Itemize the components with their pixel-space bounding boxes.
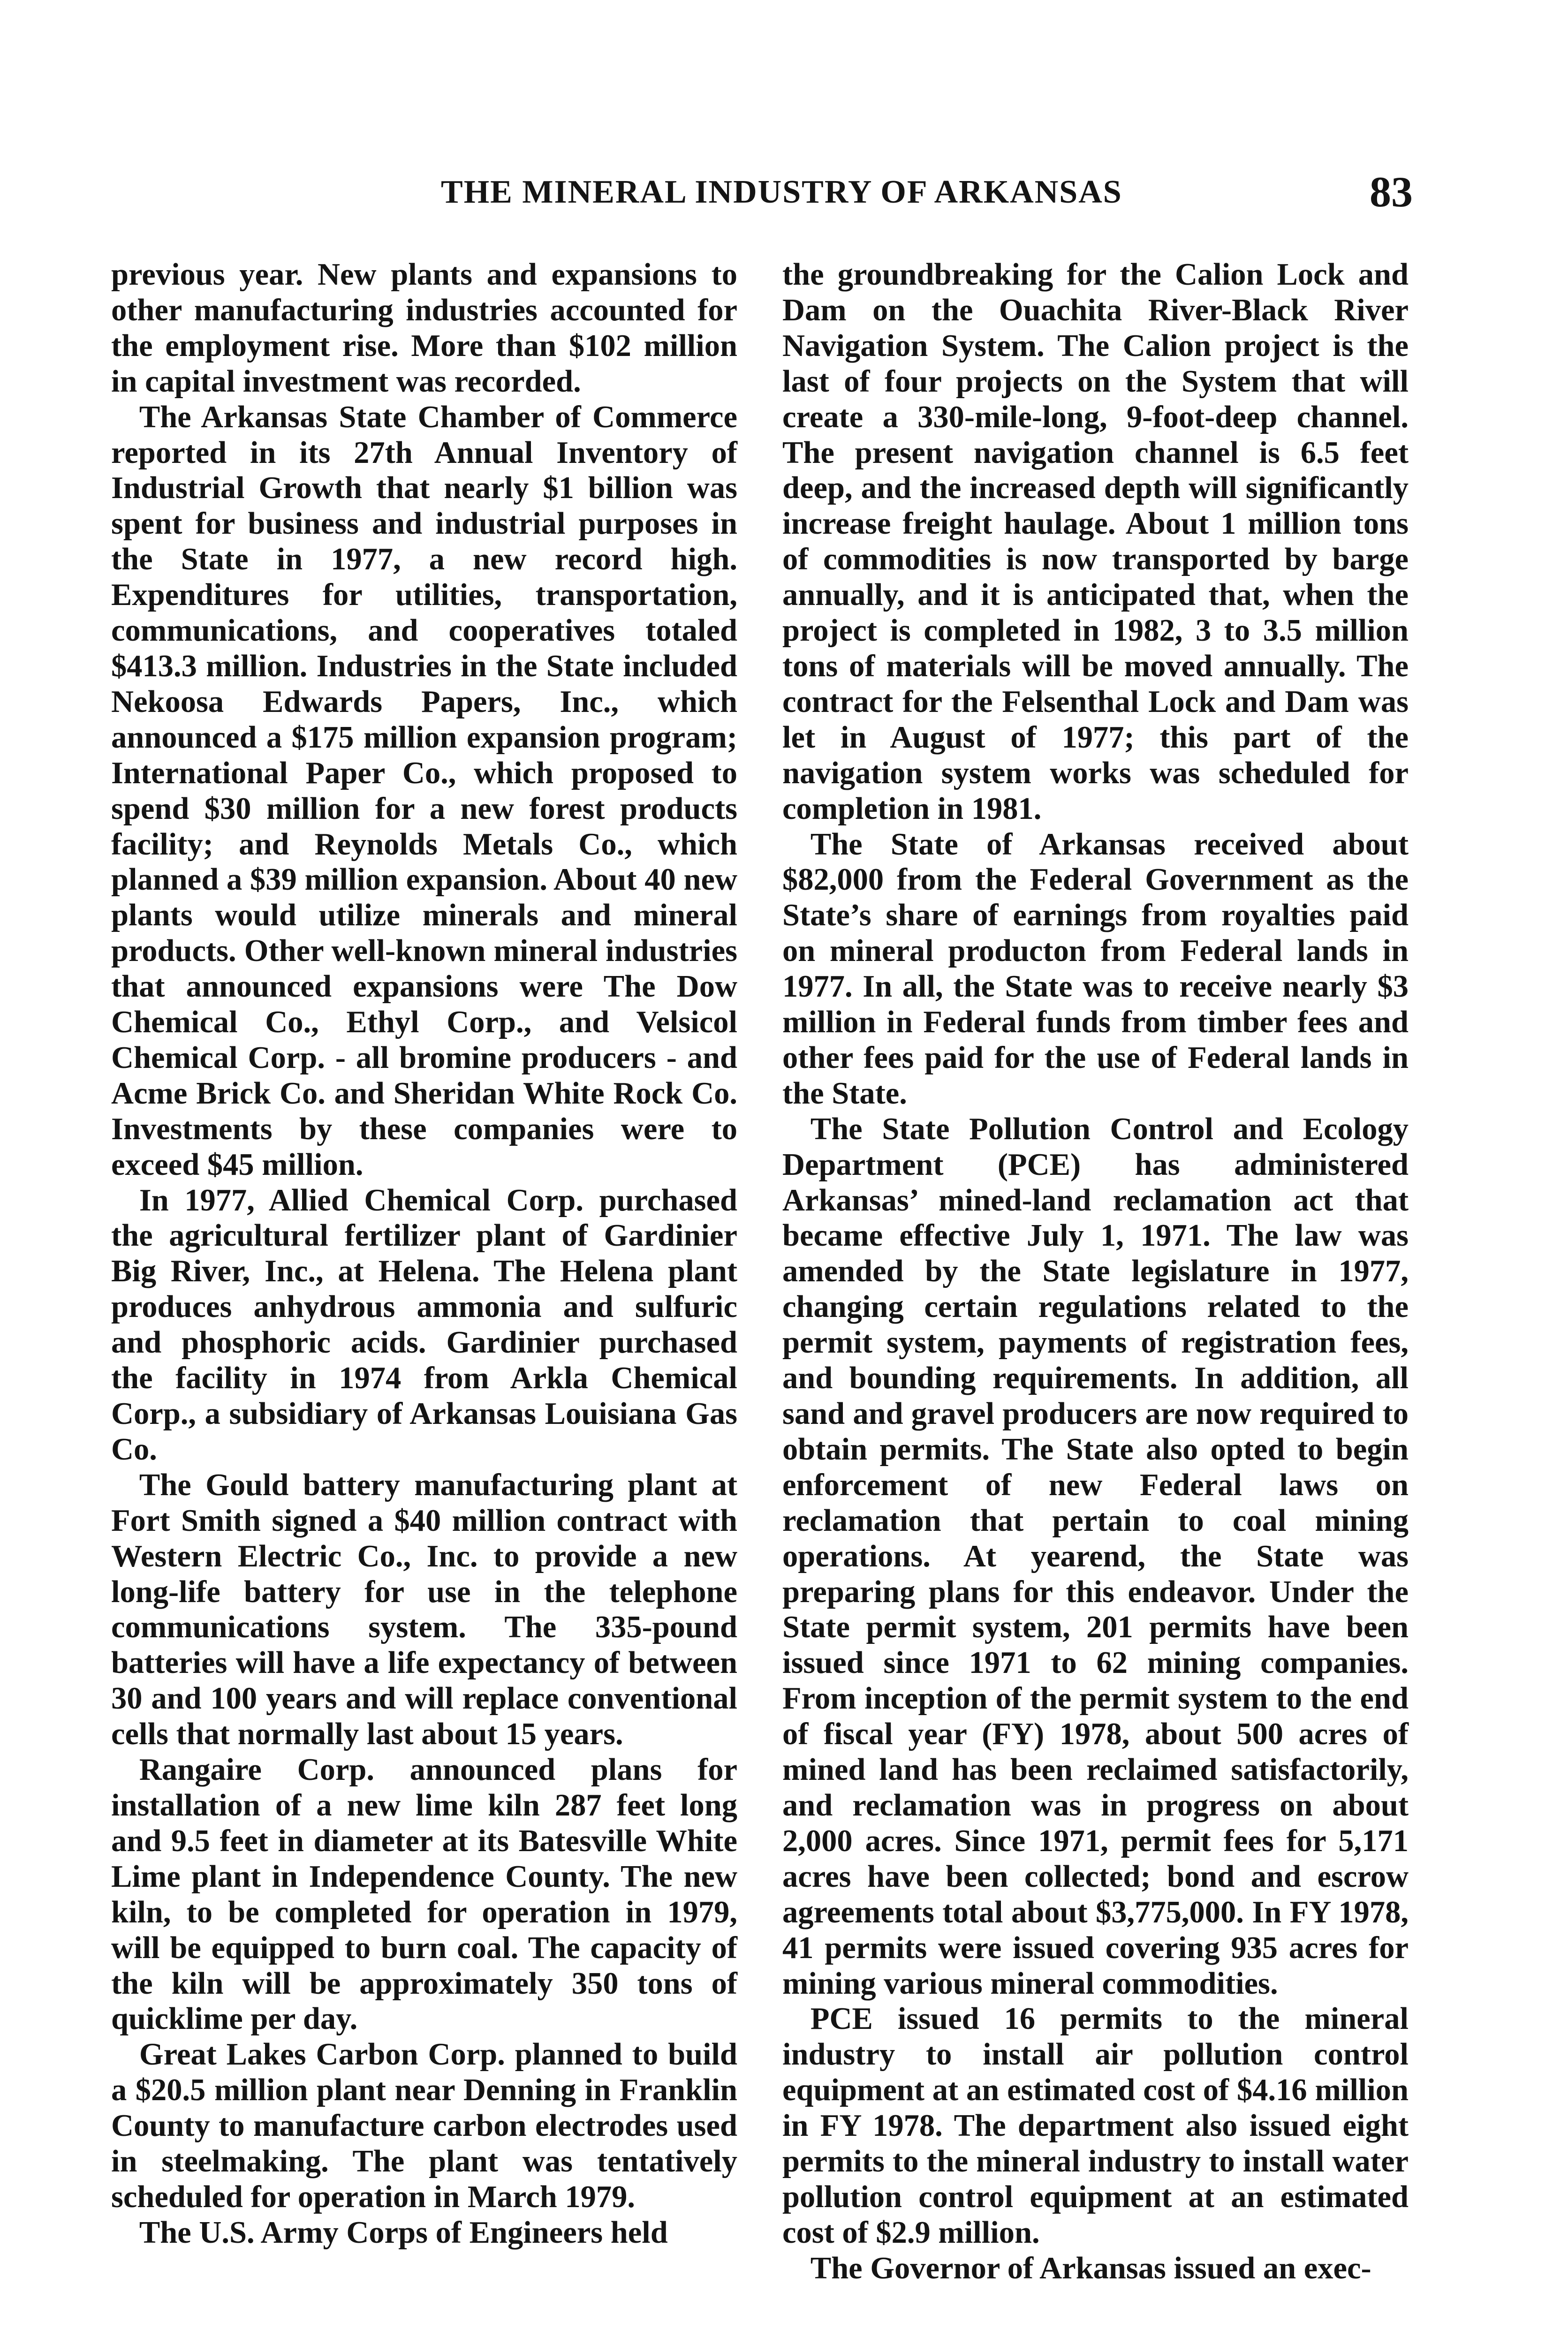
paragraph: The State of Arkansas received about $82,000 from the Federal Government as the State’s share of earnings from royalties paid on mineral producton from Federal lands in 1977. In all, the State was to receive nearly $3 million in Federal funds from timber fees and other fees paid for the use of Federal lands in the State. xyxy=(782,827,1409,1111)
paragraph: The U.S. Army Corps of Engineers held xyxy=(139,2215,668,2250)
paragraph: The Governor of Arkansas issued an exec- xyxy=(810,2251,1371,2285)
paragraph: PCE issued 16 permits to the mineral industry to install air pollution control equipment at an estimated cost of $4.16 million in FY 1978. The department also issued eight permits to the mineral industry to install water pollution control equipment at an estimated cost of $2.9 million. xyxy=(782,2002,1409,2250)
page-number: 83 xyxy=(1370,168,1413,216)
paragraph: The Arkansas State Chamber of Commerce reported in its 27th Annual Inventory of Industrial Growth that nearly $1 billion was spent for business and industrial purposes in the State in 1977, a new record high. Expenditures for utilities, transportation, communications, and cooperatives totaled $413.3 million. Industries in the State included Nekoosa Edwards Papers, Inc., which announced a $175 million expansion program; International Paper Co., which proposed to spend $30 million for a new forest products facility; and Reynolds Metals Co., which planned a $39 million expansion. About 40 new plants would utilize minerals and mineral products. Other well-known mineral industries that announced expansions were The Dow Chemical Co., Ethyl Corp., and Velsicol Chemical Corp. - all bromine producers - and Acme Brick Co. and Sheridan White Rock Co. Investments by these companies were to exceed $45 million. xyxy=(111,400,737,1182)
paragraph: Rangaire Corp. announced plans for installation of a new lime kiln 287 feet long and 9.5 feet in diameter at its Batesville White Lime plant in Independence County. The new kiln, to be completed for operation in 1979, will be equipped to burn coal. The capacity of the kiln will be approximately 350 tons of quicklime per day. xyxy=(111,1753,737,2036)
right-column xyxy=(782,257,1409,2286)
paragraph: the groundbreaking for the Calion Lock and Dam on the Ouachita River-Black River Navigation System. The Calion project is the last of four projects on the System that will create a 330-mile-long, 9-foot-deep channel. The present navigation channel is 6.5 feet deep, and the increased depth will significantly increase freight haulage. About 1 million tons of commodities is now transported by barge annually, and it is anticipated that, when the project is completed in 1982, 3 to 3.5 million tons of materials will be moved annually. The contract for the Felsenthal Lock and Dam was let in August of 1977; this part of the navigation system works was scheduled for completion in 1981. xyxy=(782,257,1409,826)
left-column xyxy=(111,257,737,2251)
paragraph: Great Lakes Carbon Corp. planned to build a $20.5 million plant near Denning in Franklin County to manufacture carbon electrodes used in steelmaking. The plant was tentatively scheduled for operation in March 1979. xyxy=(111,2037,737,2214)
running-title: THE MINERAL INDUSTRY OF ARKANSAS xyxy=(441,174,1122,210)
paragraph: previous year. New plants and expansions to other manufacturing industries accounted for the employment rise. More than $102 million in capital investment was recorded. xyxy=(111,257,737,399)
paragraph: The State Pollution Control and Ecology Department (PCE) has administered Arkansas’ mined-land reclamation act that became effective July 1, 1971. The law was amended by the State legislature in 1977, changing certain regulations related to the permit system, payments of registration fees, and bounding requirements. In addition, all sand and gravel producers are now required to obtain permits. The State also opted to begin enforcement of new Federal laws on reclamation that pertain to coal mining operations. At yearend, the State was preparing plans for this endeavor. Under the State permit system, 201 permits have been issued since 1971 to 62 mining companies. From inception of the permit system to the end of fiscal year (FY) 1978, about 500 acres of mined land has been reclaimed satisfactorily, and reclamation was in progress on about 2,000 acres. Since 1971, permit fees for 5,171 acres have been collected; bond and escrow agreements total about $3,775,000. In FY 1978, 41 permits were issued covering 935 acres for mining various mineral commodities. xyxy=(782,1112,1409,2001)
paragraph: In 1977, Allied Chemical Corp. purchased the agricultural fertilizer plant of Gardinier Big River, Inc., at Helena. The Helena plant produces anhydrous ammonia and sulfuric and phosphoric acids. Gardinier purchased the facility in 1974 from Arkla Chemical Corp., a subsidiary of Arkansas Louisiana Gas Co. xyxy=(111,1183,737,1467)
paragraph: The Gould battery manufacturing plant at Fort Smith signed a $40 million contract with Western Electric Co., Inc. to provide a new long-life battery for use in the telephone communications system. The 335-pound batteries will have a life expectancy of between 30 and 100 years and will replace conventional cells that normally last about 15 years. xyxy=(111,1468,737,1752)
